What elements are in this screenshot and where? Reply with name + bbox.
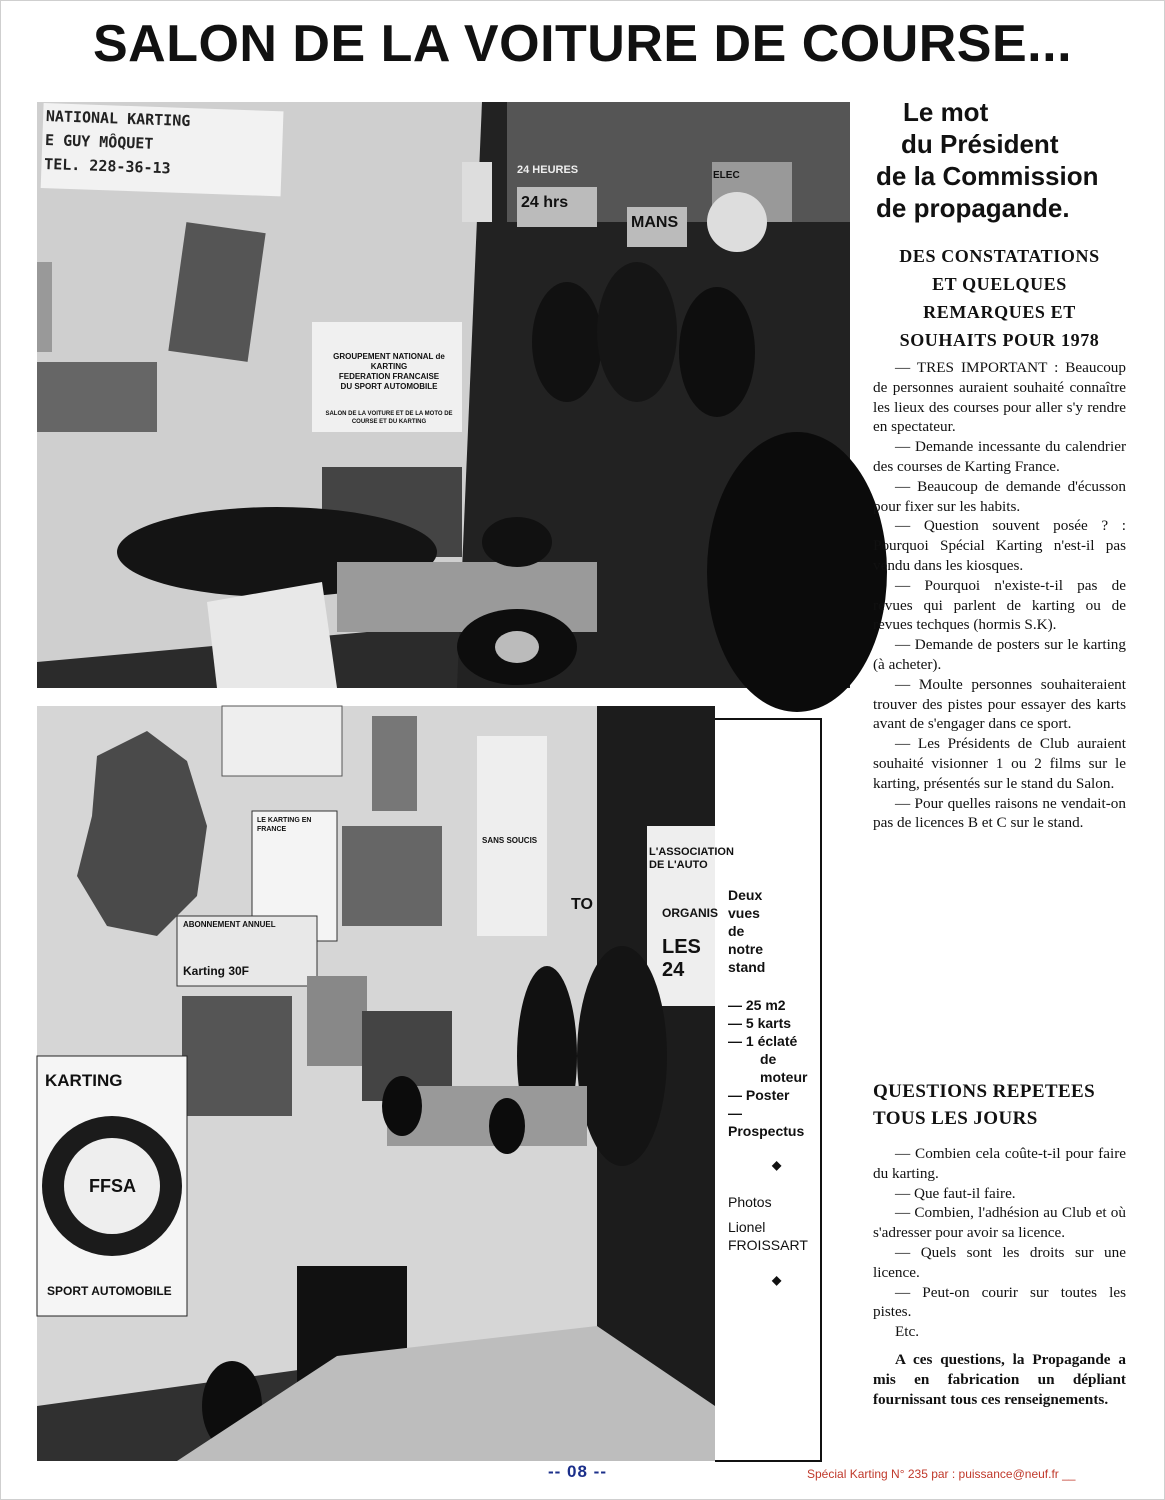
- caption-item: — 1 éclaté: [728, 1033, 798, 1049]
- president-title: [873, 96, 1143, 224]
- sign-groupement: GROUPEMENT NATIONAL de KARTING: [333, 352, 445, 371]
- section1-body: [873, 358, 1126, 833]
- section2-heading: [873, 1078, 1095, 1132]
- sign-salon: SALON DE LA VOITURE ET DE LA MOTO DE COURSE ET DU KARTING: [325, 411, 453, 425]
- sign-association: L'ASSOCIATION DE L'AUTO: [649, 846, 734, 871]
- stand-photo-bottom: [37, 706, 734, 1461]
- sign-sport-automobile: SPORT AUTOMOBILE: [47, 1284, 172, 1298]
- sign-elec: ELEC: [713, 170, 740, 181]
- photographer-first-name: Lionel: [728, 1219, 766, 1235]
- section1-paragraph: — TRES IMPORTANT : Beaucoup de personnes auraient souhaité connaître les lieux des courses pour aller s'y rendre en spectateur.: [873, 359, 1126, 436]
- section2-paragraph: Etc.: [895, 1323, 920, 1341]
- page-number: -- 08 --: [548, 1462, 607, 1481]
- sign-ffsa: FFSA: [89, 1176, 136, 1196]
- sign-karting-price: Karting 30F: [183, 964, 250, 978]
- section2-paragraph: — Que faut-il faire.: [895, 1184, 1016, 1202]
- section2-heading-line: TOUS LES JOURS: [873, 1108, 1038, 1129]
- section2-paragraph: — Quels sont les droits sur une licence.: [873, 1243, 1126, 1281]
- publication-credit: Spécial Karting N° 235 par : puissance@neuf.fr __: [807, 1467, 1076, 1481]
- photographer-last-name: FROISSART: [728, 1237, 808, 1253]
- section1-paragraph: — Beaucoup de demande d'écusson pour fixer sur les habits.: [873, 477, 1126, 515]
- sign-phone: TEL. 228-36-13: [43, 154, 171, 178]
- diamond-icon: ◆: [772, 1158, 782, 1172]
- caption-line: notre: [728, 941, 763, 957]
- caption-line: Deux: [728, 887, 763, 903]
- caption-item: — 5 karts: [728, 1015, 792, 1031]
- caption-item: de: [760, 1051, 777, 1067]
- caption-items: [728, 996, 818, 1140]
- section2-paragraph: — Peut-on courir sur toutes les pistes.: [873, 1283, 1126, 1321]
- caption-item: — 25 m2: [728, 997, 786, 1013]
- section1-heading-line: SOUHAITS POUR 1978: [899, 330, 1100, 350]
- sign-24-hrs: 24 hrs: [521, 194, 569, 211]
- section1-heading: [873, 242, 1126, 354]
- section1-paragraph: — Moulte personnes souhaiteraient trouver des pistes pour essayer des karts avant de s'engager dans ce sport.: [873, 675, 1126, 733]
- diamond-icon: ◆: [772, 1273, 782, 1287]
- section2-body: [873, 1144, 1126, 1409]
- sign-karting: KARTING: [45, 1071, 123, 1090]
- sign-address: E GUY MÔQUET: [44, 130, 154, 153]
- caption-line: stand: [728, 959, 766, 975]
- section1-paragraph: — Demande incessante du calendrier des courses de Karting France.: [873, 438, 1126, 475]
- sign-les-24: LES 24: [662, 936, 701, 981]
- section1-paragraph: — Les Présidents de Club auraient souhaité visionner 1 ou 2 films sur le karting, présentés sur le stand du Salon.: [873, 735, 1126, 792]
- sign-karting-en-france: LE KARTING EN FRANCE: [257, 817, 312, 833]
- section2-paragraph: — Combien cela coûte-t-il pour faire du karting.: [873, 1145, 1126, 1182]
- sign-24-heures: 24 HEURES: [517, 164, 579, 176]
- sign-national-karting: NATIONAL KARTING: [45, 107, 191, 131]
- sign-to: TO: [571, 896, 593, 913]
- section2-paragraph: — Combien, l'adhésion au Club et où s'adresser pour avoir sa licence.: [873, 1204, 1126, 1242]
- sign-organis: ORGANIS: [662, 906, 719, 920]
- president-title-line: Le mot: [903, 97, 989, 127]
- conclusion-paragraph: A ces questions, la Propagande a mis en fabrication un dépliant fournissant tous ces renseignements.: [873, 1350, 1126, 1408]
- sign-sans-soucis: SANS SOUCIS: [482, 836, 538, 845]
- sign-federation: FEDERATION FRANCAISE: [338, 372, 440, 381]
- photos-label: Photos: [728, 1194, 772, 1210]
- caption-item: — Poster: [728, 1087, 790, 1103]
- sign-abonnement: ABONNEMENT ANNUEL: [183, 920, 276, 929]
- sign-sport-auto: DU SPORT AUTOMOBILE: [340, 382, 438, 391]
- section2-heading-line: QUESTIONS REPETEES: [873, 1081, 1096, 1102]
- caption-item: — Prospectus: [728, 1105, 805, 1139]
- stand-photo-top: [37, 102, 850, 688]
- caption-intro: [728, 886, 765, 976]
- sign-mans: MANS: [631, 214, 679, 231]
- section1-paragraph: — Demande de posters sur le karting (à acheter).: [873, 636, 1126, 673]
- caption-line: vues: [728, 905, 760, 921]
- president-title-line: de la Commission: [876, 161, 1099, 191]
- caption-line: de: [728, 923, 745, 939]
- section1-paragraph: — Pour quelles raisons ne vendait-on pas de licences B et C sur le stand.: [873, 794, 1126, 832]
- page-title: SALON DE LA VOITURE DE COURSE...: [92, 15, 1073, 73]
- section1-heading-line: REMARQUES ET: [923, 302, 1076, 322]
- section1-heading-line: DES CONSTATATIONS: [899, 246, 1100, 266]
- president-title-line: du Président: [901, 129, 1059, 159]
- section1-heading-line: ET QUELQUES: [932, 274, 1067, 294]
- president-title-line: de propagande.: [876, 193, 1070, 223]
- section1-paragraph: — Question souvent posée ? : Pourquoi Spécial Karting n'est-il pas vendu dans les kiosques.: [873, 517, 1126, 574]
- caption-item: moteur: [760, 1069, 808, 1085]
- section1-paragraph: — Pourquoi n'existe-t-il pas de revues qui parlent de karting ou de revues techques (hormis S.K).: [873, 576, 1126, 634]
